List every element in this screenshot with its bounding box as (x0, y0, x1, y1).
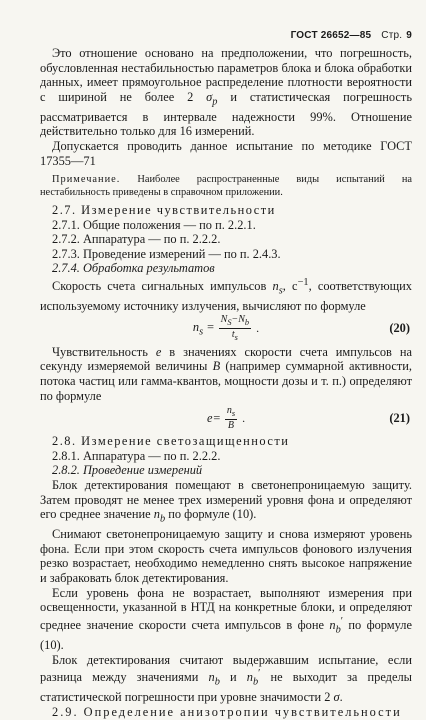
section-2-7-1: 2.7.1. Общие положения — по п. 2.2.1. (52, 217, 256, 232)
formula-21: e= $\frac{n_s}{B}$ . (21) (206, 405, 410, 432)
fraction: $\frac{n_s}{B}$ (226, 405, 236, 432)
section-2-8-title: 2.8. Измерение светозащищенности (52, 434, 290, 449)
section-2-8-1: 2.8.1. Аппаратура — по п. 2.2.2. (52, 448, 221, 463)
section-2-7-3: 2.7.3. Проведение измерений — по п. 2.4.3. (52, 246, 281, 261)
section-2-7-title: 2.7. Измерение чувствительности (52, 203, 276, 218)
paragraph-illumination: Если уровень фона не возрастает, выполняют измерения при освещенности, указанной в НТД на конкретные блоки, и определяют среднее значение скорости счета импульсов в фоне $n_b'$ по формуле (10). (40, 585, 412, 652)
page-number: 9 (406, 30, 412, 41)
section-2-8-2: 2.8.2. Проведение измерений (52, 463, 203, 478)
section-2-9-title: 2.9. Определение анизотропии чувствительности (52, 704, 402, 719)
document-body (40, 46, 412, 720)
page-label: Стр. (381, 30, 403, 41)
paragraph-background-measure: Блок детектирования помещают в светонепроницаемую защиту. Затем проводят не менее трех измерений уровня фона и определяют его среднее значение $n_b$ по формуле (10). (40, 477, 412, 525)
formula-20: $n_s$ = $\frac{N_S-N_b}{t_s}$ . (20) (192, 314, 410, 343)
paragraph-ratio-assumption: Это отношение основано на предположении, что погрешность, обусловленная нестабильностью параметров блока и блока обработки данных, имеет прямоугольное распределение плотности вероятности с шириной не более 2 $\sigma_р$ и статистическая погрешность рассматривается в интервале надежности 99%. Отношение действительно только для 16 измерений. (40, 46, 412, 139)
standard-number: ГОСТ 26652—85 (290, 30, 372, 41)
note (40, 174, 412, 199)
paragraph-remove-shield: Снимают светонепроницаемую защиту и снова измеряют уровень фона. Если при этом скорость счета импульсов фонового излучения резко возрастает, необходимо немедленно снять высокое напряжение и забраковать блок детектирования. (40, 527, 412, 585)
note-text: Наиболее распространенные виды испытаний на нестабильность приведены в справочном приложении. (40, 174, 412, 198)
fraction: $\frac{N_S-N_b}{t_s}$ (220, 314, 250, 343)
paragraph-count-rate: Скорость счета сигнальных импульсов $n_s$, $с^{-1}$, соответствующих используемому источнику излучения, вычисляют по формуле (40, 277, 412, 314)
note-label: Примечание. (52, 174, 121, 186)
page-header (291, 30, 412, 41)
equation-number-21: (21) (389, 410, 410, 425)
equation-number-20: (20) (389, 321, 410, 336)
section-2-7-4: 2.7.4. Обработка результатов (52, 261, 215, 276)
paragraph-pass-criterion: Блок детектирования считают выдержавшим испытание, если разница между значениями $n_b$ и $n_b'$ не выходит за пределы статистической погрешности при уровне значимости 2 σ. (40, 652, 412, 705)
paragraph-gost-method: Допускается проводить данное испытание по методике ГОСТ 17355—71 (40, 139, 412, 168)
paragraph-sensitivity: Чувствительность e в значениях скорости счета импульсов на секунду измеряемой величины B (например суммарной активности, потока частиц или гамма-квантов, мощности дозы и т. п.) определяют по формуле (40, 344, 412, 403)
section-2-7-2: 2.7.2. Аппаратура — по п. 2.2.2. (52, 232, 221, 247)
